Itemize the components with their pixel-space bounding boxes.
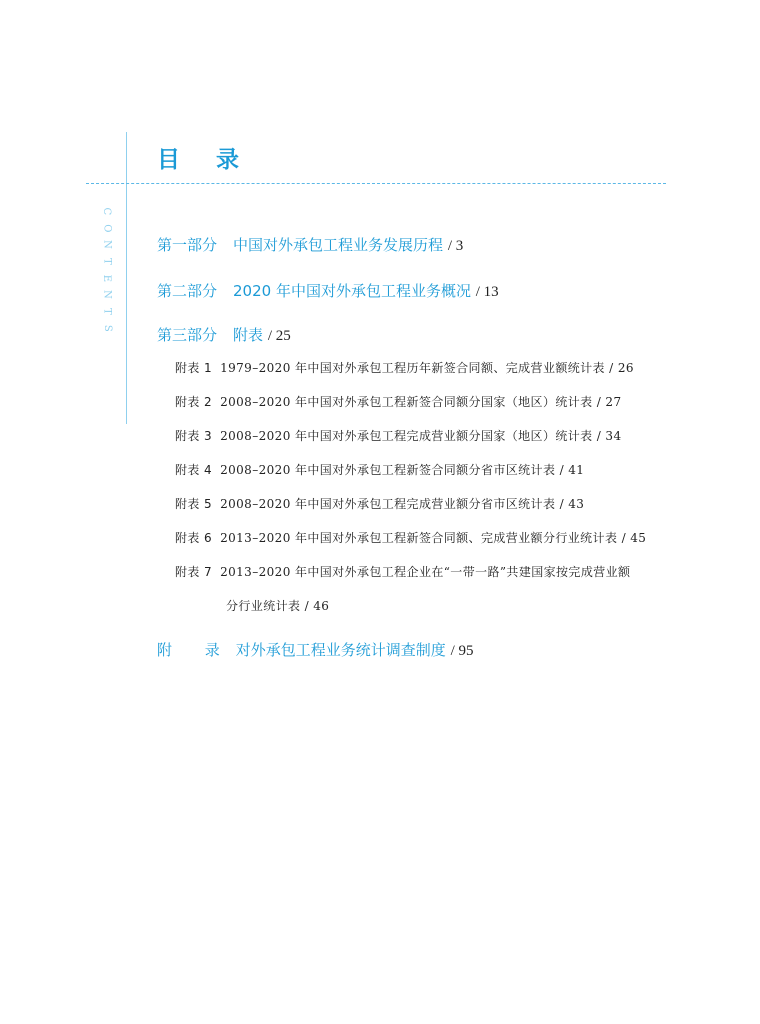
toc-entry-table-7-continued[interactable] (226, 598, 329, 614)
toc-entry-part-1[interactable] (157, 235, 463, 256)
table-label: 附表 4 (175, 463, 213, 477)
table-title: 2008–2020 年中国对外承包工程新签合同额分省市区统计表 / 41 (220, 463, 585, 477)
table-label: 附表 3 (175, 429, 213, 443)
dashed-divider (86, 183, 666, 184)
table-label: 附表 1 (175, 361, 213, 375)
toc-entry-part-2[interactable] (157, 281, 499, 302)
table-title-continued: 分行业统计表 / 46 (226, 599, 330, 613)
table-title: 2008–2020 年中国对外承包工程完成营业额分国家（地区）统计表 / 34 (220, 429, 622, 443)
toc-entry-part-3[interactable] (157, 325, 291, 346)
table-title: 1979–2020 年中国对外承包工程历年新签合同额、完成营业额统计表 / 26 (220, 361, 634, 375)
table-label: 附表 5 (175, 497, 213, 511)
toc-entry-table-1[interactable] (175, 360, 634, 376)
part-title: 中国对外承包工程业务发展历程 (233, 236, 444, 254)
toc-entry-appendix[interactable] (157, 640, 474, 661)
table-title: 2013–2020 年中国对外承包工程企业在“一带一路”共建国家按完成营业额 (220, 565, 631, 579)
contents-vertical-label (99, 203, 113, 337)
toc-entry-table-2[interactable] (175, 394, 622, 410)
part-title: 附表 (233, 326, 264, 344)
table-title: 2008–2020 年中国对外承包工程新签合同额分国家（地区）统计表 / 27 (220, 395, 622, 409)
toc-entry-table-3[interactable] (175, 428, 622, 444)
contents-letter: O (101, 223, 113, 233)
part-label: 第二部分 (157, 282, 218, 300)
table-label: 附表 6 (175, 531, 213, 545)
toc-entry-table-4[interactable] (175, 462, 584, 478)
table-title: 2008–2020 年中国对外承包工程完成营业额分省市区统计表 / 43 (220, 497, 585, 511)
table-label: 附表 2 (175, 395, 213, 409)
page-title: 目 录 (157, 147, 254, 173)
page-number: / 95 (450, 643, 474, 659)
appendix-title: 对外承包工程业务统计调查制度 (235, 641, 446, 659)
table-title: 2013–2020 年中国对外承包工程新签合同额、完成营业额分行业统计表 / 45 (220, 531, 647, 545)
contents-letter: E (101, 274, 113, 282)
toc-entry-table-6[interactable] (175, 530, 646, 546)
contents-letter: T (101, 308, 113, 315)
page-number: / 13 (475, 284, 499, 300)
contents-letter: N (101, 290, 113, 300)
page-number: / 3 (447, 238, 464, 254)
contents-letter: S (101, 324, 113, 332)
contents-letter: C (101, 207, 113, 216)
table-label: 附表 7 (175, 565, 213, 579)
vertical-divider (126, 132, 127, 424)
toc-entry-table-7[interactable] (175, 564, 630, 580)
part-label: 第一部分 (157, 236, 218, 254)
page-number: / 25 (267, 328, 291, 344)
toc-entry-table-5[interactable] (175, 496, 584, 512)
appendix-label: 附 录 (157, 641, 234, 659)
part-title: 2020 年中国对外承包工程业务概况 (233, 282, 471, 300)
contents-letter: N (101, 240, 113, 250)
part-label: 第三部分 (157, 326, 218, 344)
contents-letter: T (101, 258, 113, 265)
